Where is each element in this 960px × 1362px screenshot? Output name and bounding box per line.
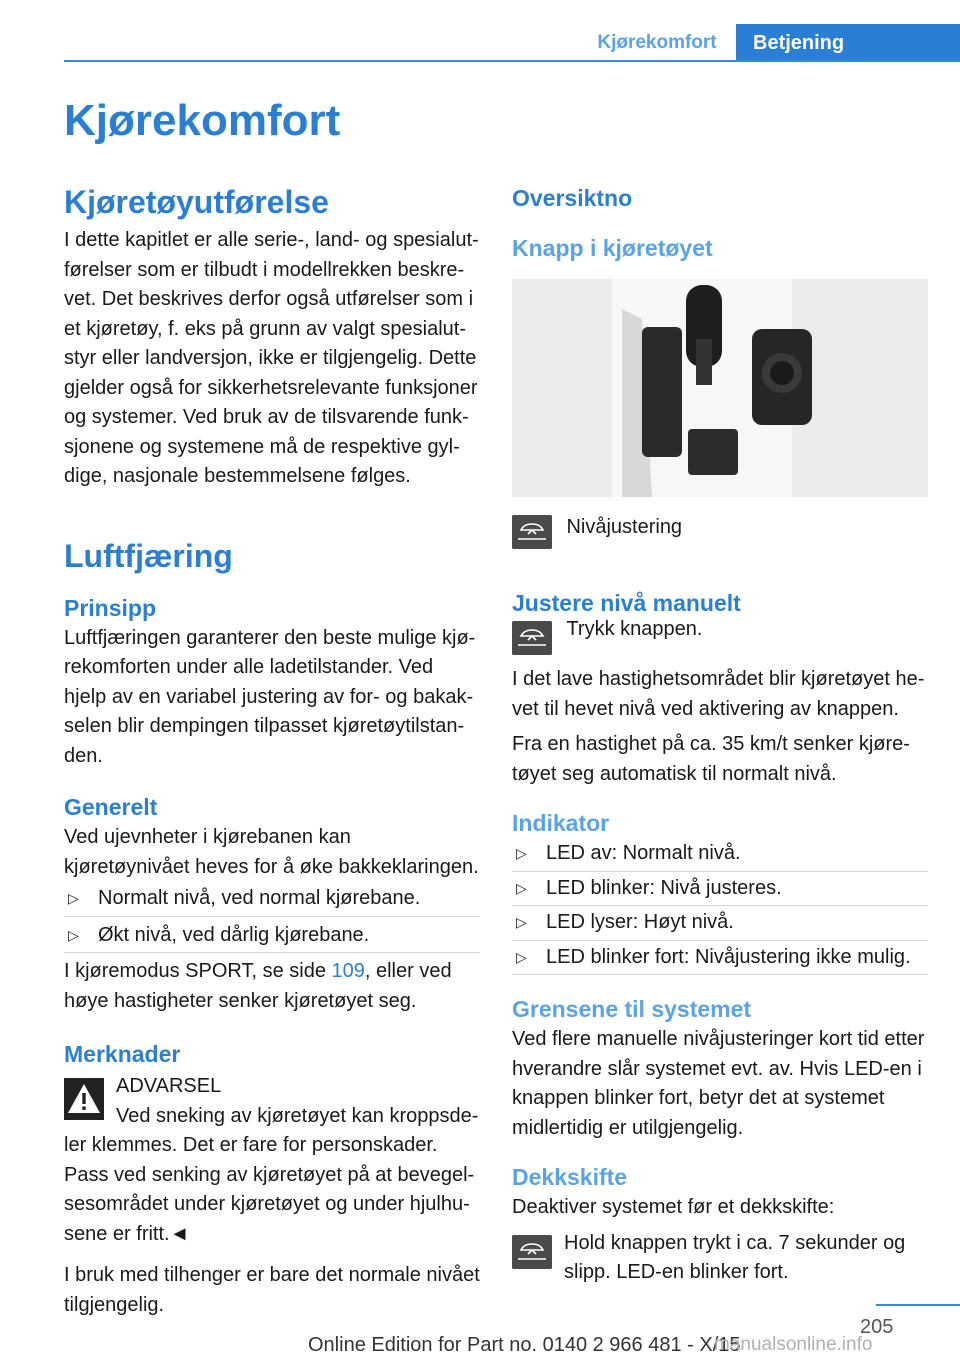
paragraph-hold-button: Hold knappen trykt i ca. 7 sekunder og slipp. LED-en blinker fort. — [564, 1231, 906, 1283]
triangle-bullet-icon: ▷ — [68, 926, 79, 943]
heading-button-in-vehicle: Knapp i kjøretøyet — [512, 235, 713, 261]
triangle-bullet-icon: ▷ — [516, 879, 527, 896]
press-row — [512, 619, 928, 657]
warning-text: Ved sneking av kjøretøyet kan kroppsdeler klemmes. Det er fare for personskader. Pass ved senking av kjøretøyet på at bevegelsesområdet under kjøretøyet og under hjulhusene er fritt.◄ — [64, 1104, 479, 1245]
warning-icon — [64, 1078, 104, 1120]
indicator-list — [512, 839, 928, 975]
general-list — [64, 884, 480, 953]
header-rule — [64, 60, 960, 62]
heading-vehicle-version: Kjøretøyutførelse — [64, 184, 329, 220]
press-text: Trykk knappen. — [566, 618, 703, 640]
warning-block — [64, 1072, 480, 1249]
paragraph-principle: Luftfjæringen garanterer den beste mulige kjørekomforten under alle ladetilstander. Ved hjelp av en variabel justering av for- og bakakselen blir dempingen tilpasset kjøretøytilstanden. — [64, 626, 476, 767]
right-column — [512, 180, 928, 1288]
triangle-bullet-icon: ▷ — [516, 914, 527, 930]
triangle-bullet-icon: ▷ — [516, 948, 527, 965]
edition-note: Online Edition for Part no. 0140 2 966 481 - X/15 — [308, 1334, 741, 1356]
heading-indicator: Indikator — [512, 810, 610, 836]
list-item: ▷ LED lyser: Høyt nivå. — [512, 908, 928, 941]
paragraph-low-speed: I det lave hastighetsområdet blir kjøretøyet hevet til hevet nivå ved aktivering av knappen. — [512, 668, 925, 720]
warning-label: ADVARSEL — [116, 1075, 222, 1097]
paragraph-sport: I kjøremodus SPORT, se side 109, eller ved høye hastigheter senker kjøretøyet seg. — [64, 960, 452, 1012]
heading-manual-adjust: Justere nivå manuelt — [512, 590, 741, 616]
watermark: manualsonline.info — [714, 1334, 873, 1355]
list-item: ▷ LED av: Normalt nivå. — [512, 839, 928, 872]
page-number: 205 — [860, 1316, 894, 1338]
list-item: ▷ Normalt nivå, ved normal kjørebane. — [64, 884, 480, 917]
left-column — [64, 180, 480, 1320]
hold-row — [512, 1229, 928, 1288]
icon-caption-row — [512, 515, 928, 555]
heading-air-suspension: Luftfjæring — [64, 537, 233, 574]
list-item: ▷ LED blinker: Nivå justeres. — [512, 874, 928, 907]
heading-tyre-change: Dekkskifte — [512, 1164, 628, 1190]
paragraph-speed: Fra en hastighet på ca. 35 km/t senker kjøretøyet seg automatisk til normalt nivå. — [512, 733, 910, 785]
heading-principle: Prinsipp — [64, 594, 157, 621]
heading-general: Generelt — [64, 794, 158, 820]
paragraph-tyre-change: Deaktiver systemet før et dekkskifte: — [512, 1196, 835, 1218]
page-link-109[interactable]: 109 — [331, 960, 365, 982]
heading-notes: Merknader — [64, 1041, 181, 1067]
center-console-photo — [512, 279, 928, 497]
page-title: Kjørekomfort — [64, 96, 341, 145]
header-chapter-tab: Betjening — [736, 24, 960, 62]
paragraph-vehicle-version: I dette kapitlet er alle serie-, land- og spesialutførelser som er tilbudt i modellrekken beskrevet. Det beskrives derfor også utførelser som i et kjøretøy, f. eks på grunn av valgt spesialutstyr eller landversjon, ikke er tilgjengelig. Dette gjelder også for sikkerhetsrelevante funksjoner og systemer. Ved bruk av de tilsvarende funksjonene og systemene må de respektive gyldige, nasjonale bestemmelsene følges. — [64, 229, 479, 487]
heading-system-limits: Grensene til systemet — [512, 996, 752, 1022]
level-adjust-icon — [512, 1235, 552, 1269]
paragraph-trailer: I bruk med tilhenger er bare det normale nivået tilgjengelig. — [64, 1264, 480, 1316]
level-adjust-caption: Nivåjustering — [566, 516, 683, 538]
paragraph-general: Ved ujevnheter i kjørebanen kan kjøretøynivået heves for å øke bakkeklaringen. — [64, 826, 479, 878]
level-adjust-icon — [512, 621, 552, 655]
footer-rule — [876, 1304, 960, 1306]
triangle-bullet-icon: ▷ — [68, 890, 79, 906]
header-section-label: Kjørekomfort — [597, 32, 717, 53]
list-item: ▷ Økt nivå, ved dårlig kjørebane. — [64, 921, 480, 954]
paragraph-system-limits: Ved flere manuelle nivåjusteringer kort tid etter hverandre slår systemet evt. av. Hvis LED-en i knappen blinker fort, betyr det at systemet midlertidig er utilgjengelig. — [512, 1028, 925, 1139]
list-item: ▷ LED blinker fort: Nivåjustering ikke mulig. — [512, 943, 928, 976]
heading-overview: Oversiktno — [512, 185, 633, 211]
triangle-bullet-icon: ▷ — [516, 845, 527, 861]
level-adjust-icon — [512, 515, 552, 549]
